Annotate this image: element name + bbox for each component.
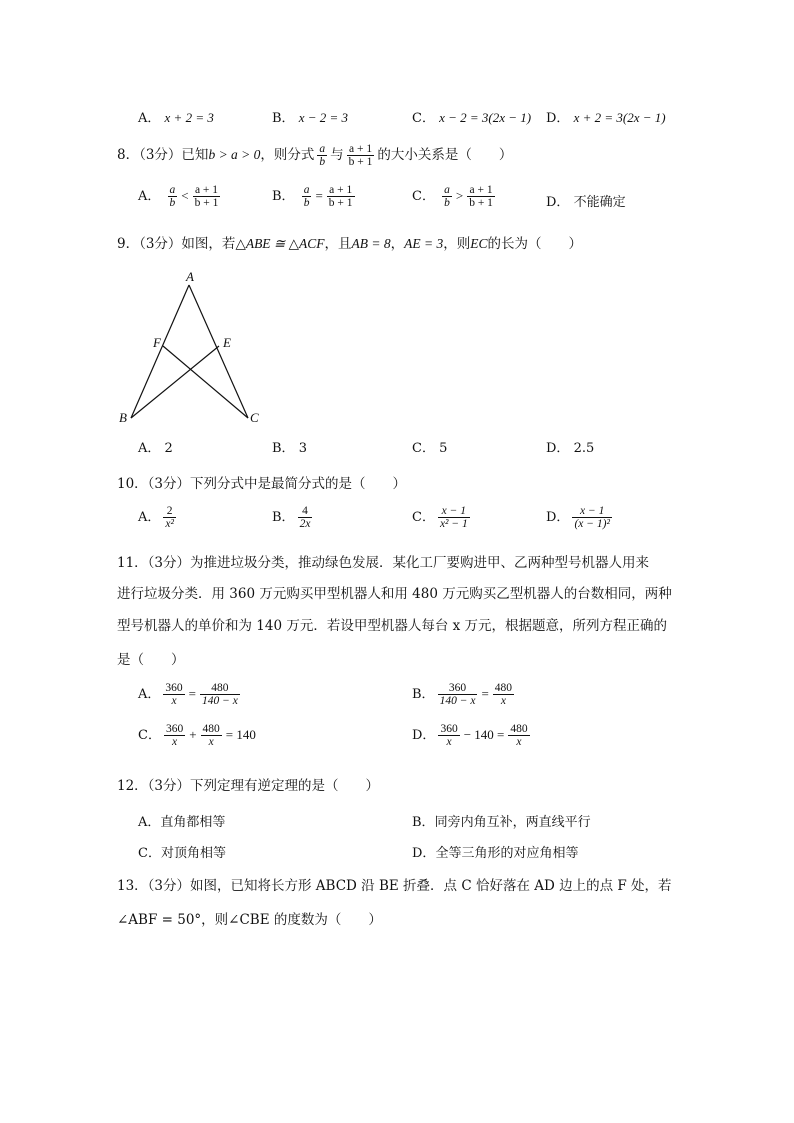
q10-option-b <box>272 505 315 530</box>
relation-symbol: = <box>315 188 323 204</box>
denominator: x <box>171 695 177 708</box>
q9-text: 的长为（ ） <box>487 236 582 252</box>
option-label: C． <box>412 111 435 126</box>
denominator: x <box>516 736 522 749</box>
label-b: B <box>119 410 127 425</box>
fraction-left <box>442 184 452 209</box>
relation-symbol: < <box>181 188 189 204</box>
option-label: A． <box>138 189 161 205</box>
fraction-left <box>164 723 185 748</box>
q9-text: ，则 <box>443 236 471 252</box>
option-value: 2.5 <box>573 441 595 456</box>
fraction-right <box>201 723 222 748</box>
q13-line-2: ∠ABF = 50°，则∠CBE 的度数为（ ） <box>117 912 382 928</box>
option-expr: x + 2 = 3(2x − 1) <box>573 110 666 125</box>
option-expr: x + 2 = 3 <box>164 110 214 125</box>
q8-text: 与 <box>330 147 344 164</box>
q9-option-b <box>272 437 307 456</box>
denominator: b <box>319 156 326 169</box>
option-label: B． <box>272 441 295 456</box>
option-text: 对顶角相等 <box>160 846 226 861</box>
q9-text: 9．（3分）如图，若 <box>117 236 236 252</box>
option-label: B． <box>272 510 295 526</box>
denominator: x <box>208 736 214 749</box>
q9-option-d <box>546 437 594 456</box>
fraction-left <box>163 682 184 707</box>
option-value: 3 <box>298 441 307 456</box>
option-label: C． <box>412 510 435 526</box>
q11-line-1: 11．（3分）为推进垃圾分类，推动绿色发展．某化工厂要购进甲、乙两种型号机器人用来 <box>117 555 650 571</box>
q12-stem: 12．（3分）下列定理有逆定理的是（ ） <box>117 778 380 794</box>
label-a: A <box>186 269 194 284</box>
option-expr: x − 2 = 3(2x − 1) <box>439 110 532 125</box>
q10-stem: 10．（3分）下列分式中是最简分式的是（ ） <box>117 476 407 492</box>
numerator: 360 <box>438 682 478 695</box>
option-label: D． <box>546 510 570 526</box>
denominator: (x − 1)² <box>574 518 610 531</box>
fraction-right <box>493 682 514 707</box>
denominator: x <box>172 736 178 749</box>
q11-line-2: 进行垃圾分类．用 360 万元购买甲型机器人和用 480 万元购买乙型机器人的台数相同，两种 <box>117 586 672 602</box>
q9-triangle-figure <box>115 266 275 431</box>
option-value: 2 <box>164 441 173 456</box>
fraction-right <box>508 723 529 748</box>
option-fraction <box>298 505 313 530</box>
numerator: 360 <box>165 682 183 694</box>
option-value: 5 <box>439 441 448 456</box>
option-text: 直角都相等 <box>160 815 226 830</box>
numerator: a <box>319 143 326 155</box>
fraction-left <box>438 723 459 748</box>
numerator: 360 <box>440 723 458 735</box>
q8-condition: b > a > 0 <box>208 147 261 163</box>
denominator: b <box>303 197 310 210</box>
operator: = <box>481 686 489 702</box>
q8-fraction-1 <box>317 143 327 168</box>
denominator: b + 1 <box>348 156 373 169</box>
q9-option-a <box>138 437 173 456</box>
numerator: 2 <box>163 505 176 518</box>
operator: = <box>188 686 196 702</box>
denominator: 140 − x <box>201 695 238 708</box>
q8-suffix: 的大小关系是（ ） <box>377 147 513 164</box>
numerator: a <box>169 184 176 196</box>
q9-option-c <box>412 437 447 456</box>
q11-option-a <box>138 682 243 707</box>
q8-option-d <box>546 191 626 210</box>
denominator: x <box>446 736 452 749</box>
q12-option-d <box>412 842 578 861</box>
option-label: D． <box>546 441 570 456</box>
option-label: D． <box>412 728 436 744</box>
numerator: a <box>444 184 450 196</box>
numerator: a + 1 <box>347 143 375 156</box>
numerator: x − 1 <box>438 505 470 518</box>
option-label: D． <box>412 846 436 861</box>
q9-ec: EC <box>470 236 488 251</box>
denominator: b + 1 <box>328 197 353 210</box>
segment-ab <box>131 285 189 418</box>
option-label: D． <box>546 195 570 210</box>
fraction-left <box>168 184 178 209</box>
q11-line-4: 是（ ） <box>117 652 185 668</box>
fraction-right <box>193 184 221 209</box>
fraction-right <box>200 682 240 707</box>
label-c: C <box>250 410 259 425</box>
option-fraction <box>438 505 470 530</box>
q9-ab: AB = 8 <box>351 236 391 251</box>
option-fraction <box>163 505 176 530</box>
option-text: 同旁内角互补，两直线平行 <box>434 815 591 830</box>
relation-symbol: > <box>455 188 464 204</box>
numerator: 360 <box>165 723 184 735</box>
numerator: a <box>303 184 310 196</box>
fraction-right <box>327 184 355 209</box>
numerator: a + 1 <box>193 184 221 197</box>
numerator: 480 <box>510 723 528 735</box>
q8-option-a <box>138 184 223 209</box>
q7-option-b <box>272 107 348 126</box>
numerator: a + 1 <box>467 184 495 197</box>
operator: + <box>189 727 197 743</box>
numerator: x − 1 <box>572 505 611 518</box>
option-label: A． <box>138 441 161 456</box>
q7-option-d <box>546 107 666 126</box>
denominator: b <box>444 197 450 210</box>
q12-option-a <box>138 811 225 830</box>
numerator: 480 <box>200 682 240 695</box>
option-fraction <box>572 505 611 530</box>
equation-tail: = 140 <box>225 727 256 743</box>
q11-option-c <box>138 723 257 748</box>
option-label: C． <box>138 846 161 861</box>
option-label: B． <box>272 189 295 205</box>
option-label: A． <box>138 815 161 830</box>
option-label: A． <box>138 510 161 526</box>
q9-congruence: △ABE ≅ △ACF <box>235 236 325 251</box>
denominator: b <box>169 197 176 210</box>
q8-option-b <box>272 184 358 209</box>
q8-text: ，则分式 <box>260 147 315 164</box>
q8-prefix: 8．（3分）已知 <box>117 147 209 164</box>
denominator: x² − 1 <box>439 518 468 531</box>
numerator: 4 <box>298 505 313 518</box>
option-label: B． <box>412 687 435 703</box>
q7-option-a <box>138 107 214 126</box>
option-label: A． <box>138 111 161 126</box>
denominator: x <box>500 695 506 708</box>
q11-option-d <box>412 723 533 748</box>
q7-option-c <box>412 107 531 126</box>
numerator: 480 <box>202 723 220 735</box>
q9-text: ，且 <box>324 236 352 252</box>
q10-option-a <box>138 505 179 530</box>
q10-option-c <box>412 505 473 530</box>
q9-ae: AE = 3 <box>404 236 444 251</box>
q9-stem <box>117 232 582 252</box>
fraction-right <box>467 184 495 209</box>
q12-option-c <box>138 842 226 861</box>
q13-line-1: 13．（3分）如图，已知将长方形 ABCD 沿 BE 折叠．点 C 恰好落在 AD 边上的点 F 处，若 <box>117 878 672 894</box>
option-label: C． <box>138 728 161 744</box>
q8-option-c <box>412 184 498 209</box>
option-label: B． <box>412 815 435 830</box>
option-label: A． <box>138 687 161 703</box>
q8-fraction-2 <box>347 143 375 168</box>
denominator: 2x <box>299 518 311 531</box>
segment-ac <box>189 285 248 418</box>
q10-option-d <box>546 505 615 530</box>
q11-line-3: 型号机器人的单价和为 140 万元．若设甲型机器人每台 x 万元，根据题意，所列方程正确的 <box>117 618 668 634</box>
denominator: b + 1 <box>194 197 219 210</box>
q8-stem <box>117 143 512 168</box>
q11-option-b <box>412 682 517 707</box>
fraction-left <box>438 682 478 707</box>
denominator: 140 − x <box>439 695 476 708</box>
q9-text: ， <box>390 236 405 252</box>
label-f: F <box>153 335 161 350</box>
option-label: B． <box>272 111 295 126</box>
option-label: C． <box>412 441 435 456</box>
label-e: E <box>223 335 231 350</box>
option-label: D． <box>546 111 570 126</box>
numerator: 480 <box>494 682 513 694</box>
numerator: a + 1 <box>327 184 355 197</box>
denominator: b + 1 <box>469 197 493 210</box>
operator: − 140 = <box>463 727 505 743</box>
denominator: x² <box>165 518 174 531</box>
option-label: C． <box>412 189 435 205</box>
option-text: 全等三角形的对应角相等 <box>435 846 579 861</box>
option-text: 不能确定 <box>573 195 626 210</box>
option-expr: x − 2 = 3 <box>298 110 349 125</box>
fraction-left <box>302 184 312 209</box>
q12-option-b <box>412 811 591 830</box>
